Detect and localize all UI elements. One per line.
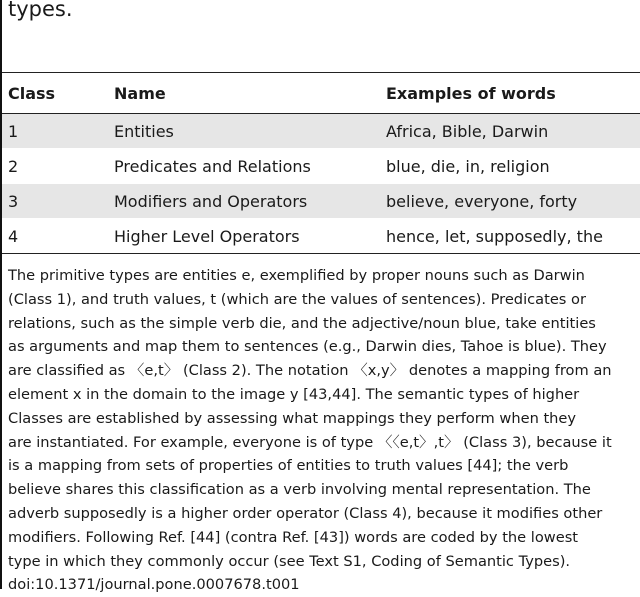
footnote-line: believe shares this classification as a verb involving mental representation. The: [8, 481, 591, 499]
cell-class: 3: [2, 184, 114, 219]
cell-examples: hence, let, supposedly, the: [386, 219, 640, 254]
footnote-line: relations, such as the simple verb die, and the adjective/noun blue, take entities: [8, 314, 596, 332]
cell-class: 4: [2, 219, 114, 254]
cell-name: Entities: [114, 114, 386, 149]
table-header-row: [2, 73, 640, 114]
footnote-line: as arguments and map them to sentences (e.g., Darwin dies, Tahoe is blue). They: [8, 338, 607, 356]
semantic-types-table: [2, 72, 640, 254]
table-footnote: [8, 264, 640, 597]
cell-name: Modifiers and Operators: [114, 184, 386, 219]
table-row: [2, 219, 640, 254]
footnote-line: are instantiated. For example, everyone is of type 〈〈e,t〉,t〉 (Class 3), because it: [8, 433, 612, 451]
cell-examples: blue, die, in, religion: [386, 149, 640, 184]
cell-class: 2: [2, 149, 114, 184]
footnote-line: type in which they commonly occur (see Text S1, Coding of Semantic Types).: [8, 552, 571, 570]
doi-line: doi:10.1371/journal.pone.0007678.t001: [8, 576, 300, 594]
table-row: [2, 149, 640, 184]
cell-name: Higher Level Operators: [114, 219, 386, 254]
footnote-line: modifiers. Following Ref. [44] (contra Ref. [43]) words are coded by the lowest: [8, 528, 579, 546]
cell-examples: Africa, Bible, Darwin: [386, 114, 640, 149]
table-row: [2, 114, 640, 149]
footnote-line: Classes are established by assessing what mappings they perform when they: [8, 409, 577, 427]
header-name: Name: [114, 83, 166, 103]
cell-class: 1: [2, 114, 114, 149]
footnote-line: is a mapping from sets of properties of entities to truth values [44]; the verb: [8, 457, 569, 475]
cell-examples: believe, everyone, forty: [386, 184, 640, 219]
caption-tail-text: types.: [8, 0, 73, 21]
footnote-line: The primitive types are entities e, exemplified by proper nouns such as Darwin: [8, 267, 585, 284]
header-examples: Examples of words: [386, 83, 556, 103]
header-class: Class: [8, 83, 56, 103]
footnote-line: adverb supposedly is a higher order operator (Class 4), because it modifies other: [8, 504, 603, 522]
table-row: [2, 184, 640, 219]
footnote-line: element x in the domain to the image y [43,44]. The semantic types of higher: [8, 385, 580, 403]
footnote-line: are classified as 〈e,t〉 (Class 2). The notation 〈x,y〉 denotes a mapping from an: [8, 362, 612, 380]
footnote-line: (Class 1), and truth values, t (which are the values of sentences). Predicates or: [8, 290, 586, 308]
cell-name: Predicates and Relations: [114, 149, 386, 184]
